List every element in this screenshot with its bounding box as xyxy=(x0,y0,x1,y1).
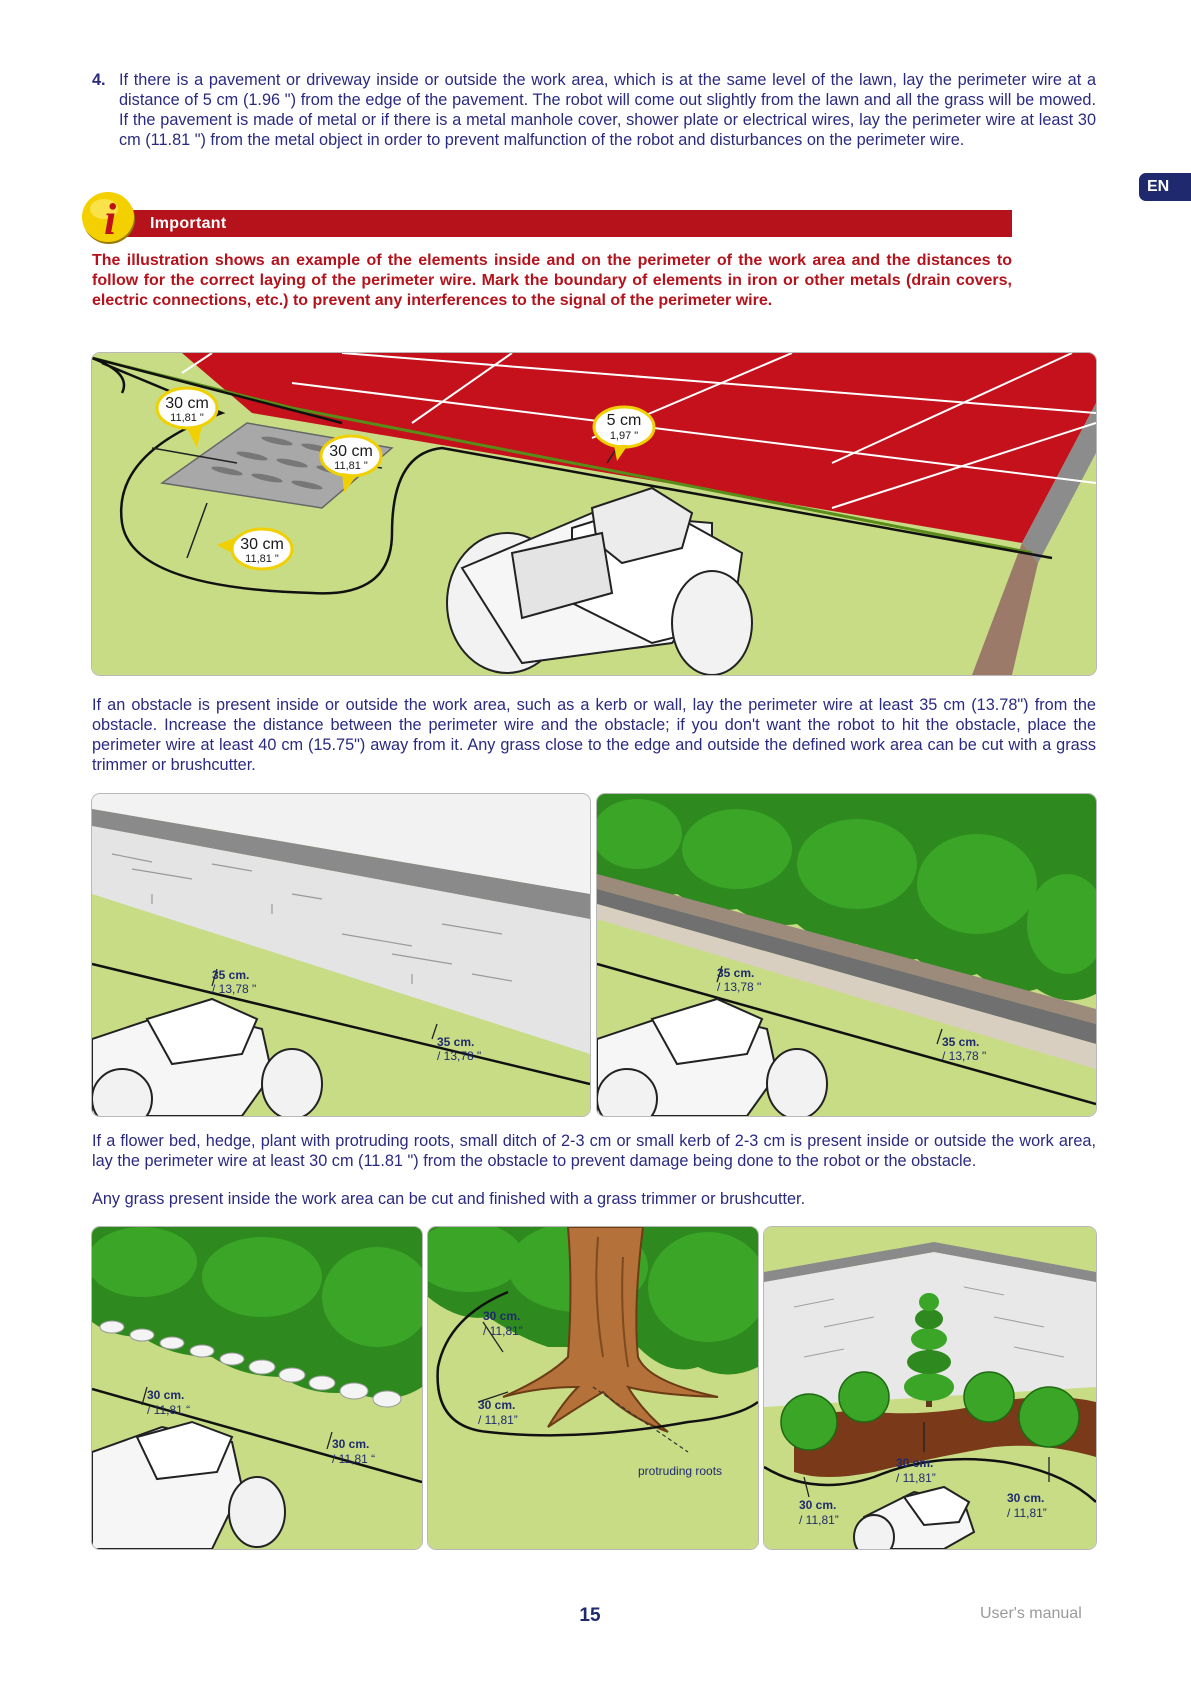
important-text: The illustration shows an example of the elements inside and on the perimeter of the work area and the distances to follow for the correct laying of the perimeter wire. Mark the boundary of elements in iron or other metals (drain covers, electric connections, etc.) to prevent any interferences to the signal of the perimeter wire. xyxy=(92,252,1012,309)
svg-text:11,81 ": 11,81 " xyxy=(334,460,368,472)
svg-text:/ 11,81 “: / 11,81 “ xyxy=(332,1452,376,1466)
svg-text:5 cm: 5 cm xyxy=(606,412,642,429)
svg-text:30 cm: 30 cm xyxy=(240,536,284,553)
item-4-paragraph xyxy=(92,70,1096,150)
item-4-text: If there is a pavement or driveway inside or outside the work area, which is at the same level of the lawn, lay the perimeter wire at a distance of 5 cm (1.96 ") from the edge of the pavement. The robot will come out slightly from the lawn and all the grass will be mowed. If the pavement is made of metal or if there is a metal manhole cover, shower plate or electrical wires, lay the perimeter wire at least 30 cm (11.81 ") from the metal object in order to prevent malfunction of the robot and disturbances on the perimeter wire. xyxy=(119,71,1096,149)
wall-label-2: 35 cm. xyxy=(437,1035,475,1049)
footer-title: User's manual xyxy=(980,1605,1082,1622)
flowerbed-label-3: 30 cm. xyxy=(1007,1491,1045,1505)
svg-text:30 cm: 30 cm xyxy=(329,443,373,460)
svg-text:/ 11,81”: / 11,81” xyxy=(478,1413,518,1427)
wall-label-1: 35 cm. xyxy=(212,968,250,982)
page-number: 15 xyxy=(579,1605,601,1626)
svg-text:11,81 ": 11,81 " xyxy=(245,553,279,565)
language-tab: EN xyxy=(1139,173,1191,201)
svg-text:i: i xyxy=(104,195,117,244)
obstacle-paragraph: If an obstacle is present inside or outside the work area, such as a kerb or wall, lay the perimeter wire at least 35 cm (13.78") from the obstacle. Increase the distance between the perimeter wire and the obstacle; if you don't want the robot to hit the obstacle, place the perimeter wire at least 40 cm (15.75") away from it. Any grass close to the edge and outside the defined work area can be cut with a grass trimmer or brushcutter. xyxy=(92,696,1096,774)
item-number: 4. xyxy=(92,71,106,89)
svg-text:/ 11,81”: / 11,81” xyxy=(799,1513,839,1527)
hedge-label-1: 35 cm. xyxy=(717,966,755,980)
hedge-label-2: 35 cm. xyxy=(942,1035,980,1049)
flowerbed-label-2: 30 cm. xyxy=(896,1456,934,1470)
hedge-stones-label-2: 30 cm. xyxy=(332,1437,370,1451)
svg-text:/ 13,78 ": / 13,78 " xyxy=(717,980,762,994)
svg-text:/ 13,78 ": / 13,78 " xyxy=(212,982,257,996)
svg-text:/ 13,78 ": / 13,78 " xyxy=(942,1049,987,1063)
grass-paragraph: Any grass present inside the work area can be cut and finished with a grass trimmer or brushcutter. xyxy=(92,1190,806,1208)
figure-hedge-stones xyxy=(91,1226,423,1550)
tree-label-1: 30 cm. xyxy=(483,1309,521,1323)
flowerbed-label-1: 30 cm. xyxy=(799,1498,837,1512)
hedge-stones-label-1: 30 cm. xyxy=(147,1388,185,1402)
svg-text:/ 11,81”: / 11,81” xyxy=(483,1324,523,1338)
svg-text:/ 11,81”: / 11,81” xyxy=(896,1471,936,1485)
important-bar xyxy=(108,210,1012,237)
tree-label-2: 30 cm. xyxy=(478,1398,516,1412)
figure-hedge xyxy=(596,793,1097,1117)
figure-pavement xyxy=(91,352,1097,676)
svg-text:11,81 ": 11,81 " xyxy=(170,412,204,424)
roots-label: protruding roots xyxy=(638,1464,723,1478)
figure-wall xyxy=(91,793,591,1117)
svg-text:30 cm: 30 cm xyxy=(165,395,209,412)
flower-paragraph: If a flower bed, hedge, plant with protruding roots, small ditch of 2-3 cm or small kerb of 2-3 cm is present inside or outside the work area, lay the perimeter wire at least 30 cm (11.81 ") from the obstacle to prevent damage being done to the robot or the obstacle. xyxy=(92,1132,1096,1170)
important-label: Important xyxy=(150,215,227,232)
figure-flowerbed xyxy=(763,1226,1097,1550)
info-icon xyxy=(80,188,140,248)
svg-text:/ 13,78 ": / 13,78 " xyxy=(437,1049,482,1063)
figure-tree xyxy=(427,1226,759,1550)
svg-text:/ 11,81 “: / 11,81 “ xyxy=(147,1403,191,1417)
svg-text:/ 11,81”: / 11,81” xyxy=(1007,1506,1047,1520)
svg-text:1,97 ": 1,97 " xyxy=(609,430,639,442)
